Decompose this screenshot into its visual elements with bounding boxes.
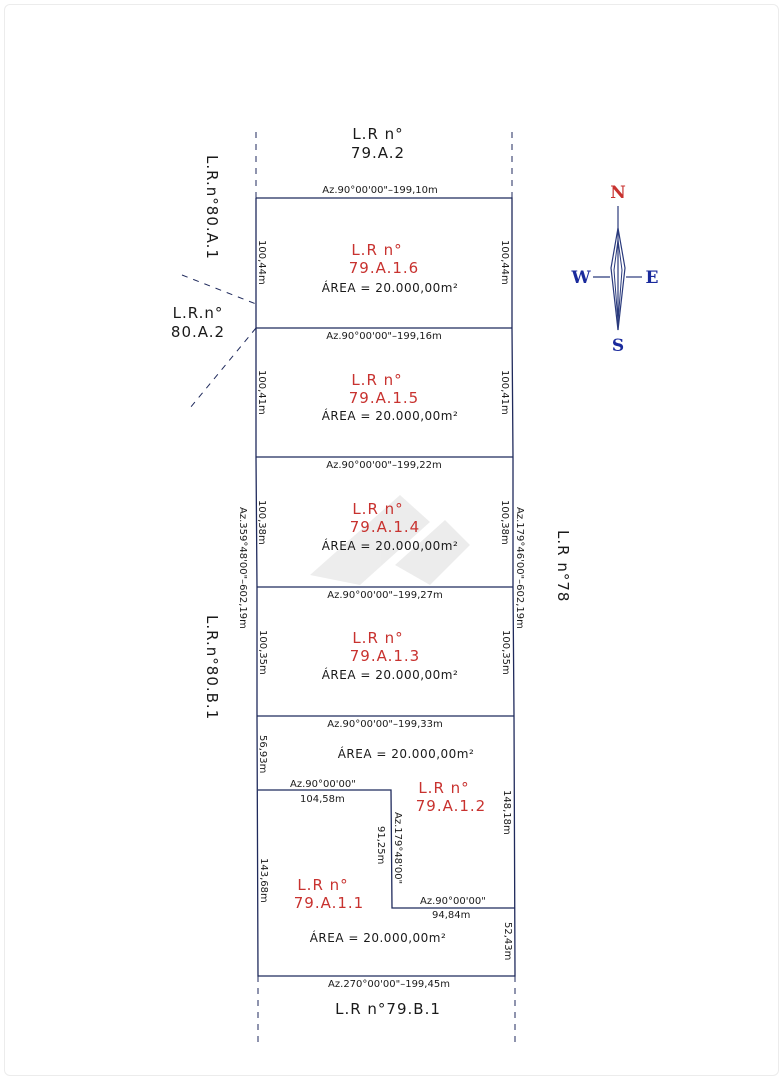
side-dim-lot3-right: 100,35m [500,630,511,675]
lot-label-line1: L.R n° [352,629,404,647]
side-dim-lot1-left: 143,68m [258,858,269,903]
lot-label-line1: L.R n° [352,500,404,518]
lot-label-line2: 79.A.1.1 [293,894,365,912]
right-boundary-azimuth: Az.179°46'00"–602,19m [514,507,525,629]
side-dim-lot2-left: 56,93m [257,735,268,774]
step-bottom-azimuth: Az.90°00'00" [420,896,486,907]
lot-label-line2: 79.A.1.4 [349,518,421,536]
edge-dim-lot5-top: Az.90°00'00"–199,16m [326,331,442,342]
lot-area: ÁREA = 20.000,00m² [321,409,459,423]
lot-label-line2: 79.A.1.5 [348,389,420,407]
lot-area: ÁREA = 20.000,00m² [309,931,447,945]
side-dim-lot5-right: 100,41m [499,370,510,415]
step-vertical-azimuth: Az.179°48'00" [392,812,403,885]
neighbor-boundary-dash-1 [182,275,256,304]
left-boundary-azimuth: Az.359°48'00"–602,19m [237,507,248,629]
neighbor-right: L.R n°78 [554,530,572,603]
edge-dim-lot3-top: Az.90°00'00"–199,27m [327,590,443,601]
edge-dim-lot6-top: Az.90°00'00"–199,10m [322,185,438,196]
lot-label-line1: L.R n° [418,779,470,797]
compass-east: E [645,268,659,288]
compass-north: N [610,183,626,203]
side-dim-lot6-left: 100,44m [256,240,267,285]
compass-south: S [611,336,625,356]
side-dim-lot5-left: 100,41m [256,370,267,415]
step-vertical-length: 91,25m [375,826,386,865]
side-dim-lot3-left: 100,35m [257,630,268,675]
lot-label-line1: L.R n° [351,371,403,389]
side-dim-lot4-right: 100,38m [499,500,510,545]
side-dim-lot1-right: 52,43m [502,922,513,961]
compass-west: W [571,268,591,288]
side-dim-lot4-left: 100,38m [256,500,267,545]
lot-area: ÁREA = 20.000,00m² [321,281,459,295]
neighbor-left-top: L.R.n°80.A.1 [203,155,221,260]
lot-79-A-1-6 [322,241,459,295]
lot-79-A-1-1 [294,876,447,945]
neighbor-left-mid-line2: 80.A.2 [170,323,226,341]
lot-label-line2: 79.A.1.3 [349,647,421,665]
lot-label-line1: L.R n° [297,876,349,894]
lot-79-A-1-2 [338,746,487,815]
lot-79-A-1-5 [322,371,459,423]
edge-dim-lot1-bottom: Az.270°00'00"–199,45m [328,979,450,990]
lot-area: ÁREA = 20.000,00m² [337,747,475,761]
lot-area: ÁREA = 20.000,00m² [321,668,459,682]
lot-label-line2: 79.A.1.2 [415,797,487,815]
neighbor-left-mid-line1: L.R.n° [172,304,224,322]
step-top-length: 104,58m [300,794,345,805]
step-top-azimuth: Az.90°00'00" [290,779,356,790]
compass-rose [570,183,658,356]
step-bottom-length: 94,84m [432,910,471,921]
edge-dim-lot2-top: Az.90°00'00"–199,33m [327,719,443,730]
neighbor-top-line2: 79.A.2 [350,144,406,162]
side-dim-lot2-right: 148,18m [501,790,512,835]
lot-label-line2: 79.A.1.6 [348,259,420,277]
edge-dim-lot4-top: Az.90°00'00"–199,22m [326,460,442,471]
side-dim-lot6-right: 100,44m [499,240,510,285]
lot-area: ÁREA = 20.000,00m² [321,539,459,553]
neighbor-top-line1: L.R n° [352,125,404,143]
lot-label-line1: L.R n° [351,241,403,259]
lot-79-A-1-3 [322,629,459,682]
neighbor-bottom: L.R n°79.B.1 [335,1000,441,1018]
neighbor-left-bottom: L.R.n°80.B.1 [203,615,221,721]
